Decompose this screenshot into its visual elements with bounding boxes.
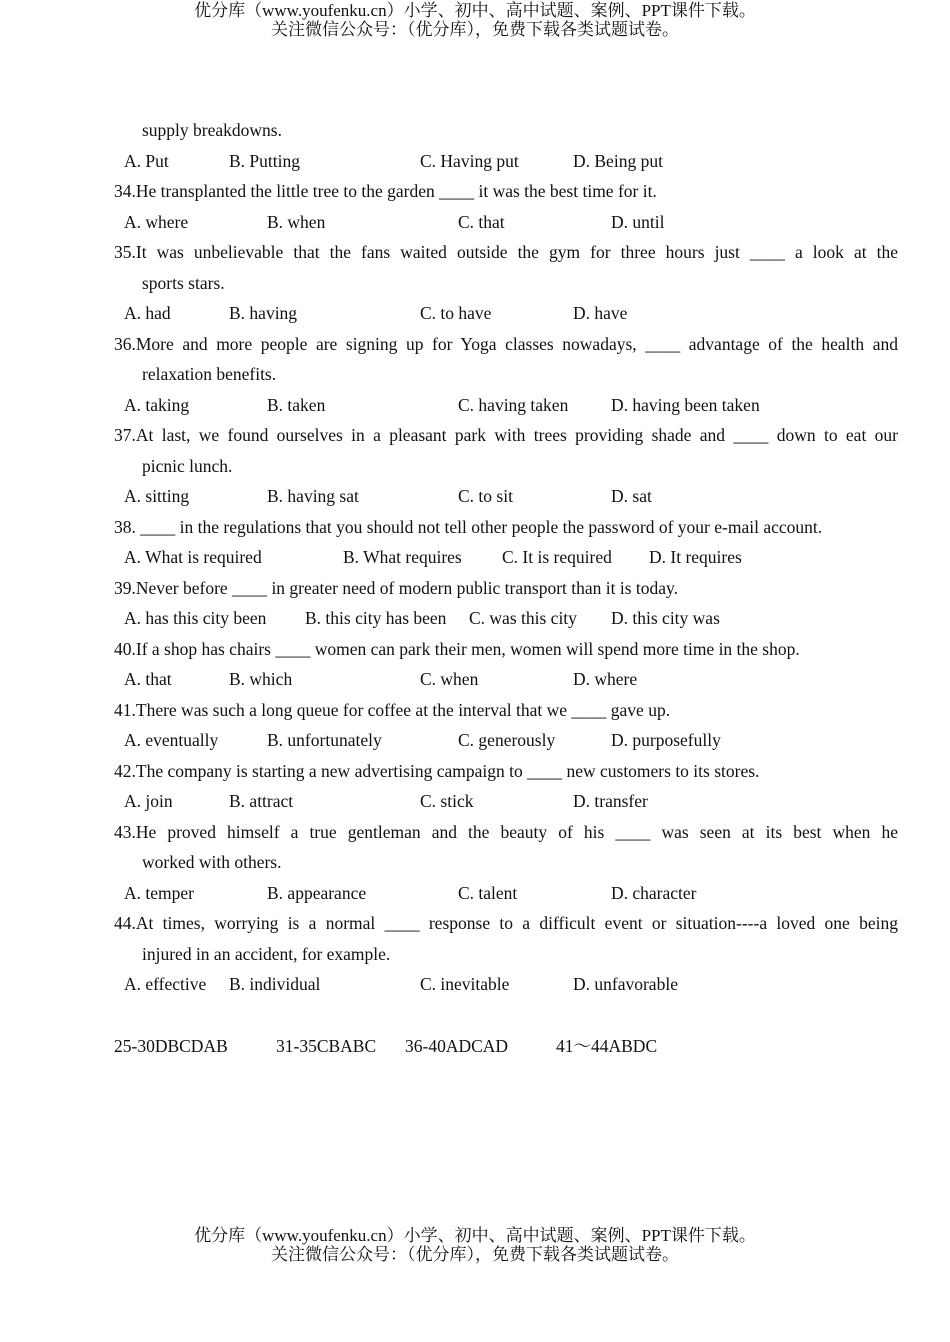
option-a: A. eventually <box>124 730 219 750</box>
option-c: C. was this city <box>469 608 577 628</box>
option-c: C. to have <box>420 303 492 323</box>
option-d: D. purposefully <box>611 730 721 750</box>
option-b: B. taken <box>267 394 326 415</box>
option-d: D. until <box>611 211 665 232</box>
option-a: A. sitting <box>124 486 190 506</box>
question-42-options <box>0 786 950 817</box>
question-38-stem: 38. ____ in the regulations that you should not tell other people the password of your e-mail account. <box>114 516 823 537</box>
option-c: C. that <box>458 211 505 232</box>
option-d: D. have <box>573 303 628 323</box>
question-35-stem: 35.It was unbelievable that the fans waited outside the gym for three hours just ____ a look at the <box>114 242 898 262</box>
question-43-stem-cont: worked with others. <box>142 852 282 872</box>
question-34-options <box>0 207 950 238</box>
question-34-stem: 34.He transplanted the little tree to the garden ____ it was the best time for it. <box>114 181 657 201</box>
q33-options <box>0 146 950 177</box>
option-a: A. that <box>124 669 172 689</box>
question-36-options <box>0 390 950 421</box>
option-c: C. inevitable <box>420 974 510 994</box>
page-header <box>0 1 950 39</box>
option-a: A. What is required <box>124 547 262 567</box>
option-a: A. effective <box>124 974 207 994</box>
question-43-options <box>0 878 950 909</box>
option-c: C. to sit <box>458 486 513 506</box>
question-36-stem-cont: relaxation benefits. <box>142 364 277 384</box>
spacer <box>0 1000 950 1031</box>
option-a: A. had <box>124 303 171 323</box>
question-42-stem: 42.The company is starting a new advertising campaign to ____ new customers to its stores. <box>114 760 760 781</box>
option-b: B. Putting <box>229 150 300 171</box>
option-d: D. Being put <box>573 150 663 171</box>
answer-group-2: 31-35CBABC <box>276 1035 377 1056</box>
option-b: B. having <box>229 303 298 323</box>
header-line-1: 优分库（www.youfenku.cn）小学、初中、高中试题、案例、PPT课件下载。 <box>194 1 756 20</box>
question-content <box>0 115 950 1061</box>
question-36-stem: 36.More and more people are signing up for Yoga classes nowadays, ____ advantage of the health and <box>114 333 898 354</box>
question-37-stem: 37.At last, we found ourselves in a pleasant park with trees providing shade and ____ down to eat our <box>114 425 898 445</box>
option-d: D. unfavorable <box>573 974 678 994</box>
option-c: C. It is required <box>502 547 612 567</box>
option-d: D. sat <box>611 486 652 506</box>
option-d: D. It requires <box>649 547 742 567</box>
option-b: B. individual <box>229 974 321 994</box>
header-line-2: 关注微信公众号：（优分库），免费下载各类试题试卷。 <box>271 20 679 39</box>
question-39-options <box>0 603 950 634</box>
question-37-stem-cont: picnic lunch. <box>142 455 233 476</box>
q33-continuation: supply breakdowns. <box>142 120 282 140</box>
option-b: B. which <box>229 669 293 689</box>
option-b: B. unfortunately <box>267 730 382 750</box>
answer-group-4: 41～44ABDC <box>556 1035 658 1056</box>
option-c: C. stick <box>420 791 474 811</box>
footer-line-2: 关注微信公众号：（优分库），免费下载各类试题试卷。 <box>271 1245 679 1264</box>
option-d: D. character <box>611 882 697 903</box>
option-b: B. appearance <box>267 882 367 903</box>
option-b: B. What requires <box>343 547 462 567</box>
option-d: D. where <box>573 669 638 689</box>
question-40-stem: 40.If a shop has chairs ____ women can park their men, women will spend more time in the shop. <box>114 638 800 659</box>
option-c: C. talent <box>458 882 518 903</box>
option-d: D. having been taken <box>611 394 760 415</box>
option-b: B. attract <box>229 791 294 811</box>
answer-group-3: 36-40ADCAD <box>405 1035 509 1056</box>
question-43-stem: 43.He proved himself a true gentleman and the beauty of his ____ was seen at its best when he <box>114 821 898 842</box>
question-40-options <box>0 664 950 695</box>
page-footer <box>0 1226 950 1264</box>
footer-line-1: 优分库（www.youfenku.cn）小学、初中、高中试题、案例、PPT课件下载。 <box>194 1226 756 1245</box>
option-a: A. where <box>124 211 189 232</box>
option-a: A. has this city been <box>124 608 267 628</box>
question-41-options <box>0 725 950 756</box>
option-a: A. join <box>124 791 173 811</box>
question-38-options <box>0 542 950 573</box>
question-41-stem: 41.There was such a long queue for coffee at the interval that we ____ gave up. <box>114 699 671 720</box>
option-c: C. having taken <box>458 394 569 415</box>
question-44-options <box>0 969 950 1000</box>
question-44-stem: 44.At times, worrying is a normal ____ response to a difficult event or situation----a loved one being <box>114 913 898 933</box>
option-c: C. Having put <box>420 150 519 171</box>
option-b: B. having sat <box>267 486 359 506</box>
option-a: A. temper <box>124 882 194 903</box>
option-c: C. generously <box>458 730 556 750</box>
question-39-stem: 39.Never before ____ in greater need of modern public transport than it is today. <box>114 577 679 598</box>
option-c: C. when <box>420 669 479 689</box>
option-a: A. taking <box>124 394 190 415</box>
question-37-options <box>0 481 950 512</box>
option-d: D. this city was <box>611 608 720 628</box>
option-d: D. transfer <box>573 791 648 811</box>
option-b: B. when <box>267 211 326 232</box>
question-44-stem-cont: injured in an accident, for example. <box>142 943 391 964</box>
answer-group-1: 25-30DBCDAB <box>114 1035 228 1056</box>
option-b: B. this city has been <box>305 608 447 628</box>
answer-key <box>0 1031 950 1062</box>
question-35-stem-cont: sports stars. <box>142 272 225 293</box>
option-a: A. Put <box>124 150 169 171</box>
question-35-options <box>0 298 950 329</box>
